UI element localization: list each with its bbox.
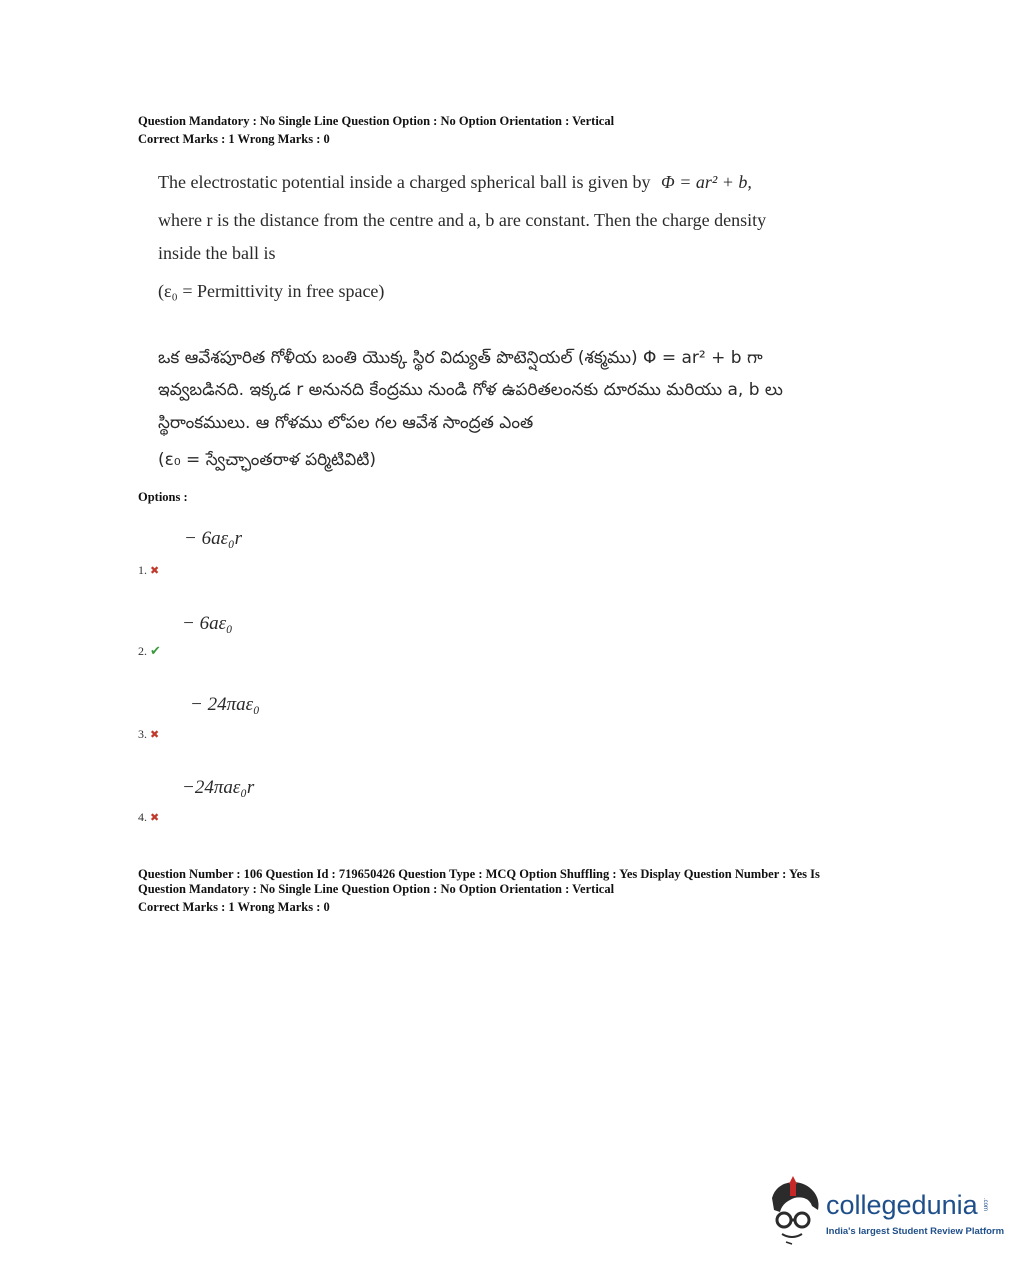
check-icon: ✔ [150, 643, 161, 658]
option-1-label: 1. [138, 563, 147, 577]
question-text-te-line-2: ఇవ్వబడినది. ఇక్కడ r అనునది కేంద్రము నుండి గోళ ఉపరితలంనకు దూరము మరియు a, b లు [158, 380, 783, 400]
next-question-meta-line-2: Question Mandatory : No Single Line Question Option : No Option Orientation : Vertical [138, 882, 615, 896]
question-text-te-line-3: స్థిరాంకములు. ఆ గోళము లోపల గల ఆవేశ సాంద్రత ఎంత [158, 413, 534, 433]
cross-icon: ✖ [150, 729, 160, 741]
option-2-math: − 6aε₀ [182, 613, 233, 634]
logo-tagline: India's largest Student Review Platform [826, 1226, 1005, 1237]
question-text-en-line-4: (ε₀ = Permittivity in free space) [158, 281, 385, 301]
option-1-math: − 6aε₀r [184, 528, 243, 549]
option-4-math: −24πaε₀r [182, 777, 255, 798]
question-formula: Φ = ar² + b, [661, 172, 752, 192]
next-question-meta-line-3: Correct Marks : 1 Wrong Marks : 0 [138, 900, 330, 914]
question-text-en-line-2: where r is the distance from the centre and a, b are constant. Then the charge density [158, 210, 767, 230]
question-text-te-line-1: ఒక ఆవేశపూరిత గోళీయ బంతి యొక్క స్థిర విద్యుత్ పొటెన్షియల్ (శక్మము) Φ = ar² + b గా [158, 348, 763, 368]
options-label: Options : [138, 490, 188, 504]
question-text-en-line-1 [158, 172, 752, 193]
option-3-label: 3. [138, 727, 147, 741]
option-2-label: 2. [138, 644, 147, 658]
question-meta-line-2: Correct Marks : 1 Wrong Marks : 0 [138, 132, 330, 146]
option-4-label: 4. [138, 810, 147, 824]
option-1-number [138, 563, 159, 578]
logo-suffix: .com [982, 1198, 988, 1212]
question-text-te-line-4: (ε₀ = స్వేచ్ఛాంతరాళ పర్మిటివిటి) [158, 450, 376, 470]
cross-icon: ✖ [150, 812, 160, 824]
option-3-number [138, 727, 159, 742]
next-question-meta-line-1: Question Number : 106 Question Id : 719650426 Question Type : MCQ Option Shuffling : Yes Display Question Number : Yes Is [138, 867, 820, 881]
option-3-math: − 24πaε₀ [190, 694, 260, 715]
logo-wordmark: collegedunia [826, 1190, 978, 1220]
question-text-en-line-3: inside the ball is [158, 243, 276, 263]
option-2-number [138, 643, 161, 659]
option-4-number [138, 810, 159, 825]
question-text-en-prefix: The electrostatic potential inside a charged spherical ball is given by [158, 172, 651, 192]
question-meta-line-1: Question Mandatory : No Single Line Question Option : No Option Orientation : Vertical [138, 114, 615, 128]
cross-icon: ✖ [150, 565, 160, 577]
